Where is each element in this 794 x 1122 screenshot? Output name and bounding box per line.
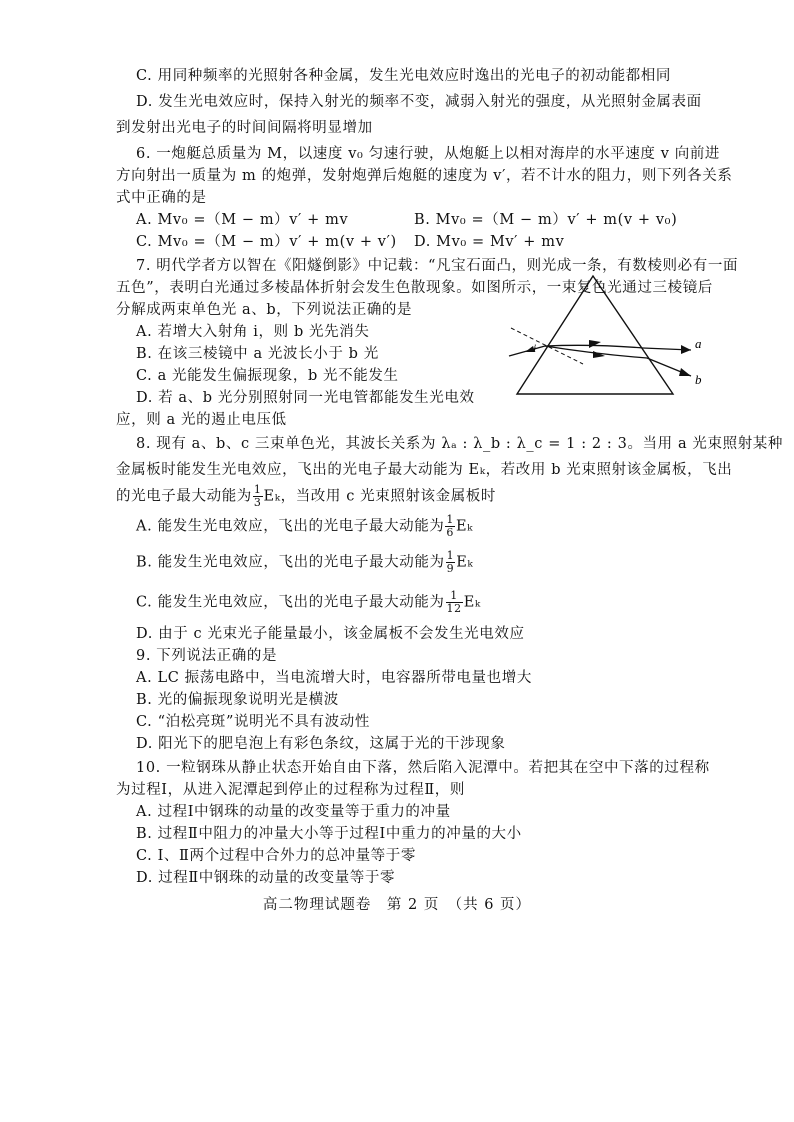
page-footer: 高二物理试题卷 第 2 页 （共 6 页） — [262, 897, 532, 913]
q7-option-d-line1: D. 若 a、b 光分别照射同一光电管都能发生光电效 — [136, 390, 475, 406]
q7-stem-line2: 五色”，表明白光通过多棱晶体折射会发生色散现象。如图所示，一束复色光通过三棱镜后 — [116, 280, 713, 296]
q10-option-d: D. 过程Ⅱ中钢珠的动量的改变量等于零 — [136, 870, 396, 886]
q6-option-b: B. Mv₀ =（M − m）v′ + m(v + v₀) — [414, 212, 678, 228]
q6-option-a: A. Mv₀ =（M − m）v′ + mv — [136, 212, 349, 228]
ek-symbol: Eₖ — [456, 554, 474, 571]
q8-option-c-text: C. 能发生光电效应，飞出的光电子最大动能为 — [136, 594, 445, 611]
exit-arrow-a — [681, 345, 691, 354]
prism-dispersion-diagram — [505, 272, 717, 400]
q9-option-d: D. 阳光下的肥皂泡上有彩色条纹，这属于光的干涉现象 — [136, 736, 506, 752]
q8-stem-line2: 金属板时能发生光电效应，飞出的光电子最大动能为 Eₖ，若改用 b 光束照射该金属板，飞出 — [116, 462, 733, 478]
q7-option-a: A. 若增大入射角 i，则 b 光先消失 — [136, 324, 370, 340]
fraction-one-third — [253, 484, 263, 509]
q10-option-b: B. 过程Ⅱ中阻力的冲量大小等于过程Ⅰ中重力的冲量的大小 — [136, 826, 522, 842]
ek-symbol: Eₖ — [456, 518, 474, 535]
q7-stem-line3: 分解成两束单色光 a、b，下列说法正确的是 — [116, 302, 413, 318]
q9-option-c: C. “泊松亮斑”说明光不具有波动性 — [136, 714, 370, 730]
fraction-numerator: 1 — [446, 549, 455, 562]
q8-option-b-text: B. 能发生光电效应，飞出的光电子最大动能为 — [136, 554, 445, 571]
q8-option-d: D. 由于 c 光束光子能量最小，该金属板不会发生光电效应 — [136, 626, 525, 642]
q8-stem-line3-suffix: Eₖ，当改用 c 光束照射该金属板时 — [263, 488, 497, 505]
label-a: a — [695, 336, 702, 351]
q8-stem-line3 — [116, 484, 496, 509]
q7-option-c: C. a 光能发生偏振现象，b 光不能发生 — [136, 368, 399, 384]
q5-option-d-line2: 到发射出光电子的时间间隔将明显增加 — [116, 120, 373, 136]
q7-option-b: B. 在该三棱镜中 a 光波长小于 b 光 — [136, 346, 379, 362]
fraction-numerator: 1 — [446, 590, 463, 603]
q10-option-c: C. Ⅰ、Ⅱ两个过程中合外力的总冲量等于零 — [136, 848, 416, 864]
fraction-numerator: 1 — [253, 483, 262, 496]
inner-arrow-a — [589, 340, 601, 348]
label-b: b — [695, 372, 702, 387]
q9-stem: 9. 下列说法正确的是 — [136, 648, 278, 664]
q10-option-a: A. 过程Ⅰ中钢珠的动量的改变量等于重力的冲量 — [136, 804, 451, 820]
refracted-ray-a — [545, 345, 643, 348]
q8-stem-line3-prefix: 的光电子最大动能为 — [116, 488, 252, 505]
q9-option-b: B. 光的偏振现象说明光是横波 — [136, 692, 339, 708]
q8-option-a — [136, 514, 473, 539]
q8-option-a-text: A. 能发生光电效应，飞出的光电子最大动能为 — [136, 518, 445, 535]
q6-stem-line3: 式中正确的是 — [116, 190, 207, 206]
fraction-denominator: 6 — [446, 526, 454, 539]
fraction-denominator: 9 — [446, 562, 455, 575]
fraction-denominator: 12 — [446, 602, 462, 615]
q6-stem-line2: 方向射出一质量为 m 的炮弹，发射炮弹后炮艇的速度为 v′，若不计水的阻力，则下列各关系 — [116, 168, 733, 184]
q8-option-b — [136, 550, 473, 575]
q8-option-c — [136, 590, 481, 615]
q8-stem-line1: 8. 现有 a、b、c 三束单色光，其波长关系为 λₐ : λ_b : λ_c = 1 : 2 : 3。当用 a 光束照射某种 — [136, 436, 784, 452]
exit-arrow-b — [679, 368, 691, 376]
ek-symbol: Eₖ — [463, 594, 481, 611]
q10-stem-line2: 为过程Ⅰ，从进入泥潭起到停止的过程称为过程Ⅱ，则 — [116, 782, 465, 798]
prism-outline — [517, 276, 673, 394]
q6-option-c: C. Mv₀ =（M − m）v′ + m(v + v′) — [136, 234, 397, 250]
fraction-one-twelfth — [446, 590, 463, 615]
label-i: i — [533, 341, 537, 355]
fraction-one-ninth — [446, 550, 456, 575]
q7-stem-line1: 7. 明代学者方以智在《阳燧倒影》中记载：“凡宝石面凸，则光成一条，有数棱则必有一面 — [136, 258, 739, 274]
q6-option-d: D. Mv₀ = Mv′ + mv — [414, 234, 565, 250]
q10-stem-line1: 10. 一粒钢珠从静止状态开始自由下落，然后陷入泥潭中。若把其在空中下落的过程称 — [136, 760, 710, 776]
q5-option-d-line1: D. 发生光电效应时，保持入射光的频率不变，减弱入射光的强度，从光照射金属表面 — [136, 94, 702, 110]
q6-stem-line1: 6. 一炮艇总质量为 M，以速度 v₀ 匀速行驶，从炮艇上以相对海岸的水平速度 v 向前进 — [136, 146, 721, 162]
fraction-denominator: 3 — [253, 496, 262, 509]
fraction-numerator: 1 — [446, 513, 454, 526]
fraction-one-sixth — [445, 514, 455, 539]
q9-option-a: A. LC 振荡电路中，当电流增大时，电容器所带电量也增大 — [136, 670, 532, 686]
q7-option-d-line2: 应，则 a 光的遏止电压低 — [116, 412, 287, 428]
q5-option-c: C. 用同种频率的光照射各种金属，发生光电效应时逸出的光电子的初动能都相同 — [136, 68, 671, 84]
